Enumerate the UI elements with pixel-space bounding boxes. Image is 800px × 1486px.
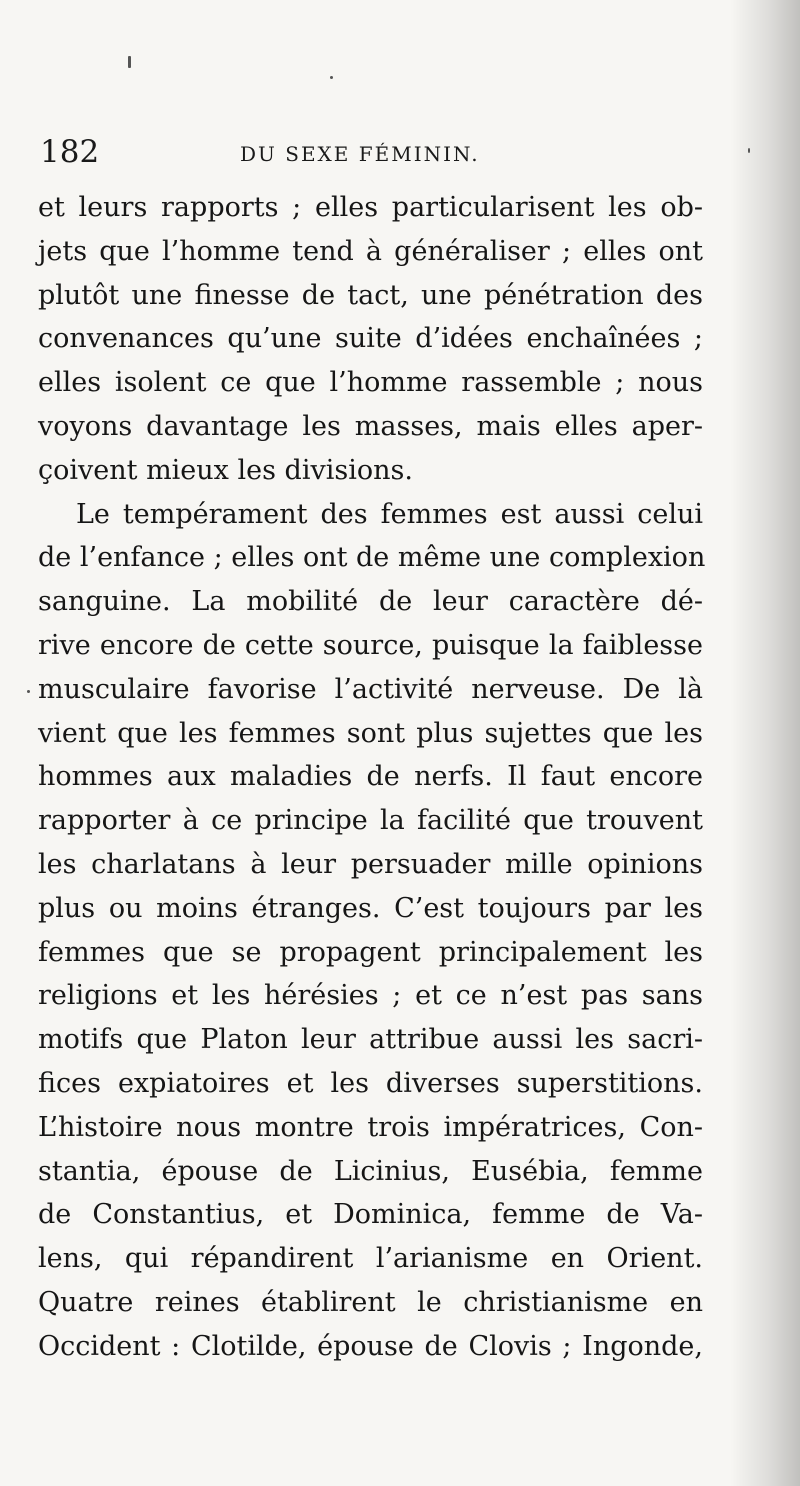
paragraph-first-line: Le tempérament des femmes est aussi celui — [76, 498, 703, 530]
text-line: hommes aux maladies de nerfs. Il faut encore — [38, 761, 703, 793]
text-line: stantia, épouse de Licinius, Eusébia, femme — [38, 1155, 703, 1187]
text-line: fices expiatoires et les diverses superstitions. — [38, 1067, 703, 1099]
page-number: 182 — [40, 134, 100, 170]
text-line: Occident : Clotilde, épouse de Clovis ; Ingonde, — [38, 1330, 703, 1362]
running-title: DU SEXE FÉMININ. — [240, 142, 480, 166]
body-text — [38, 186, 706, 1369]
text-line: sanguine. La mobilité de leur caractère dé- — [38, 586, 703, 618]
text-line: elles isolent ce que l’homme rassemble ; nous — [38, 367, 703, 399]
text-line: rive encore de cette source, puisque la faiblesse — [38, 629, 703, 661]
text-line: vient que les femmes sont plus sujettes que les — [38, 717, 703, 749]
text-line: rapporter à ce principe la facilité que trouvent — [38, 805, 703, 837]
running-head — [40, 132, 700, 172]
text-line: musculaire favorise l’activité nerveuse. De là — [38, 673, 703, 705]
text-line: çoivent mieux les divisions. — [38, 454, 413, 486]
text-line: voyons davantage les masses, mais elles aper- — [38, 410, 703, 442]
text-line: convenances qu’une suite d’idées enchaînées ; — [38, 323, 703, 355]
text-line: jets que l’homme tend à généraliser ; elles ont — [38, 235, 703, 267]
text-line: de Constantius, et Dominica, femme de Va- — [38, 1199, 703, 1231]
text-line: plutôt une finesse de tact, une pénétration des — [38, 279, 703, 311]
paper-speck — [128, 56, 131, 68]
text-line: L’histoire nous montre trois impératrices, Con- — [38, 1111, 703, 1143]
paper-speck — [330, 76, 333, 79]
page-edge-shadow — [730, 0, 800, 1486]
text-line: lens, qui répandirent l’arianisme en Orient. — [38, 1243, 703, 1275]
paper-speck — [27, 690, 30, 693]
text-line: femmes que se propagent principalement les — [38, 936, 703, 968]
paper-speck — [748, 148, 750, 153]
text-line: de l’enfance ; elles ont de même une complexion — [38, 542, 706, 574]
text-line: et leurs rapports ; elles particularisent les ob- — [38, 192, 703, 223]
text-line: religions et les hérésies ; et ce n’est pas sans — [38, 980, 703, 1012]
text-line: Quatre reines établirent le christianisme en — [38, 1286, 703, 1318]
text-line: les charlatans à leur persuader mille opinions — [38, 848, 703, 880]
text-line: plus ou moins étranges. C’est toujours par les — [38, 892, 703, 924]
text-line: motifs que Platon leur attribue aussi les sacri- — [38, 1024, 703, 1056]
